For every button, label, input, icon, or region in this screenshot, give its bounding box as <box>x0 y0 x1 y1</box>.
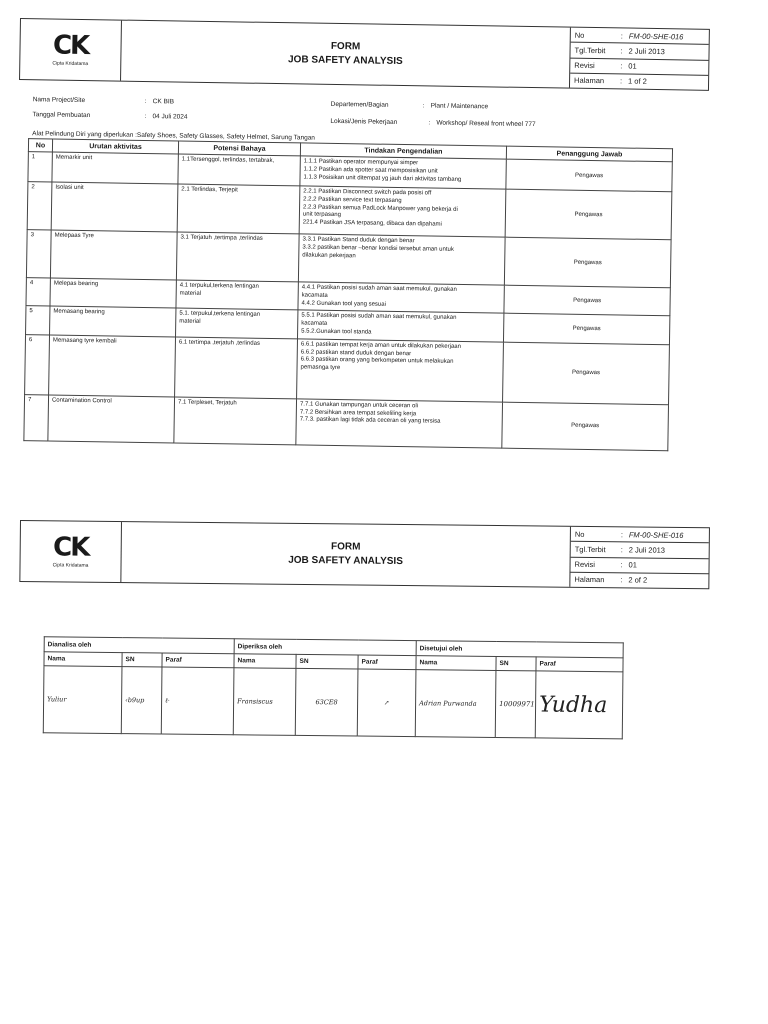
activity-cell: Contamination Control <box>48 395 175 443</box>
meta-label: Halaman <box>574 76 605 86</box>
control-cell-line: 4.4.2 Gunakan tool yang sesuai <box>301 300 387 308</box>
meta-row-page: Halaman : 2 of 2 <box>574 575 648 585</box>
logo-mark: CK <box>52 30 89 62</box>
control-cell <box>299 186 506 237</box>
col-name: Nama <box>234 654 296 669</box>
table-row <box>24 394 669 450</box>
form-title-block <box>121 21 570 88</box>
project-value: CK BIB <box>152 98 175 106</box>
form-header <box>19 520 710 589</box>
row-number: 1 <box>28 152 52 182</box>
hazard-cell <box>176 280 298 310</box>
meta-row-no: No : FM-00-SHE-016 <box>571 28 709 45</box>
control-cell-line: 221.4 Pastikan JSA terpasang, dibaca dan dipahami <box>302 219 442 228</box>
table-row <box>25 334 670 404</box>
column-header-activity: Urutan aktivitas <box>52 139 178 154</box>
document-control-box <box>569 527 709 588</box>
control-cell-line: 7.7.2 Bersihkan area tempat sekeliling kerja <box>299 409 417 417</box>
meta-row-revision: Revisi : 01 <box>570 557 708 574</box>
control-cell-line: 6.6.3 pastikan orang yang berkompeten untuk melakukan <box>300 356 454 366</box>
control-cell-line: 4.4.1 Pastikan posisi sudah aman saat memukul, gunakan <box>301 284 457 293</box>
control-cell-line: 1.1.3 Posisikan unit ditempat yg jauh dari aktivitas tambang <box>303 174 462 183</box>
meta-label: Tgl.Terbit <box>574 45 606 56</box>
jsa-table-body <box>24 152 672 451</box>
project-label: Nama Project/Site <box>32 96 86 105</box>
control-cell-line: 7.7.3. pastikan lagi tidak ada ceceran oli yang tersisa <box>299 416 441 426</box>
meta-value: FM-00-SHE-016 <box>628 31 684 42</box>
hazard-cell <box>177 184 300 234</box>
control-cell-line: 6.6.1 pastikan tempat kerja aman untuk dilakukan pekerjaan <box>300 341 462 350</box>
activity-cell: Melepas bearing <box>50 278 176 308</box>
activity-cell: Memarkir unit <box>52 152 178 184</box>
control-cell <box>297 339 504 402</box>
meta-value: 2 of 2 <box>628 575 648 585</box>
hazard-cell-line: material <box>179 318 201 326</box>
pic-cell: Pengawas <box>505 189 672 240</box>
pic-cell: Pengawas <box>503 314 669 345</box>
control-cell-line: pemasnga tyre <box>300 364 341 372</box>
control-cell-line: 3.3.1 Pastikan Stand duduk dengan benar <box>302 236 415 245</box>
control-cell-line: dilakukan pekerjaan <box>302 252 356 259</box>
location-value-sep: : <box>428 119 431 127</box>
row-number: 2 <box>27 182 52 230</box>
col-paraf: Paraf <box>536 657 623 672</box>
row-number: 4 <box>26 278 50 307</box>
hazard-cell <box>176 308 298 338</box>
control-cell-line: unit terpasang <box>302 211 342 219</box>
control-cell <box>298 234 505 285</box>
hazard-cell-line: 7.1 Terpleset, Terjatuh <box>177 399 237 407</box>
signoff-table <box>43 636 624 739</box>
date-label: Tanggal Pembuatan <box>32 111 91 120</box>
control-cell-line: 1.1.2 Pastikan ada spotter saat memposisikan unit <box>303 166 438 175</box>
logo-company-name: Cipta Kridatama <box>52 562 89 569</box>
form-title: JOB SAFETY ANALYSIS <box>288 554 403 568</box>
hazard-cell-line: material <box>179 290 202 297</box>
column-header-control: Tindakan Pengendalian <box>300 143 506 159</box>
form-title: JOB SAFETY ANALYSIS <box>287 54 403 68</box>
logo-company-name: Cipta Kridatama <box>52 60 89 68</box>
pic-cell: Pengawas <box>504 285 670 316</box>
meta-row-page: Halaman : 1 of 2 <box>574 76 647 87</box>
meta-value: 2 Juli 2013 <box>628 545 666 555</box>
project-info <box>18 80 709 149</box>
group-analysed-by: Dianalisa oleh <box>44 637 234 654</box>
pic-cell: Pengawas <box>504 237 671 288</box>
hazard-cell <box>176 232 299 282</box>
control-cell <box>298 282 504 314</box>
col-name: Nama <box>44 652 122 667</box>
control-cell <box>297 310 503 342</box>
group-checked-by: Diperiksa oleh <box>234 639 416 656</box>
signoff-signature-row <box>43 666 623 739</box>
hazard-cell <box>178 154 300 186</box>
analyst-name: Yuliur <box>43 666 122 734</box>
hazard-cell-line: 5.1. terpukul,terkena lentingan <box>179 310 261 319</box>
hazard-cell <box>174 397 297 445</box>
jsa-page-1 <box>13 18 710 452</box>
company-logo <box>20 521 122 582</box>
control-cell-line: 2.2.2 Pastikan service text terpasang <box>303 196 402 204</box>
control-cell-line: 2.2.3 Pastikan semua PadLock Manpower yang bekerja di <box>303 204 458 213</box>
approver-name: Adrian Purwanda <box>415 670 496 738</box>
location-label: Lokasi/Jenis Pekerjaan <box>330 117 398 126</box>
meta-value: 01 <box>628 560 637 570</box>
project-value-sep: : <box>144 97 147 105</box>
meta-row-no: No : FM-00-SHE-016 <box>571 527 709 544</box>
meta-label: No <box>574 30 585 40</box>
meta-label: Revisi <box>574 559 596 570</box>
meta-row-revision: Revisi : 01 <box>570 58 708 75</box>
analyst-paraf: ℓ· <box>161 667 234 735</box>
col-sn: SN <box>122 653 162 667</box>
col-sn: SN <box>296 654 358 669</box>
jsa-page-2 <box>18 520 710 740</box>
row-number: 3 <box>26 230 51 278</box>
date-value: 04 Juli 2024 <box>152 113 188 121</box>
form-label: FORM <box>330 40 361 53</box>
row-number: 5 <box>26 306 50 335</box>
meta-row-issue-date: Tgl.Terbit : 2 Juli 2013 <box>570 43 708 60</box>
analyst-sn: ‹b9up <box>121 667 162 734</box>
checker-paraf: ↗ <box>357 669 416 737</box>
col-paraf: Paraf <box>358 655 416 670</box>
control-cell <box>300 156 506 189</box>
hazard-cell-line: 4.1 terpukul,terkena lentingan <box>179 282 259 290</box>
meta-value: 1 of 2 <box>628 76 647 87</box>
row-number: 7 <box>24 394 49 440</box>
col-paraf: Paraf <box>162 653 234 668</box>
meta-value: 01 <box>628 61 637 71</box>
hazard-cell-line: 6.1 tertimpa ,terjatuh ,terlindas <box>178 339 261 347</box>
hazard-cell <box>175 337 298 399</box>
column-header-hazard: Potensi Bahaya <box>178 141 300 156</box>
control-cell-line: kacamata <box>301 320 328 328</box>
checker-name: Fransiscus <box>233 668 296 736</box>
meta-label: Revisi <box>574 60 595 71</box>
group-approved-by: Disetujui oleh <box>416 641 623 658</box>
control-cell-line: 5.5.1 Pastikan posisi sudah aman saat memukul, gunakan <box>301 312 457 322</box>
hazard-cell-line: 2.1 Terlindas, Terjepit <box>181 186 238 194</box>
meta-label: Tgl.Terbit <box>574 544 606 555</box>
activity-cell: Melepaas Tyre <box>50 230 177 280</box>
meta-row-issue-date: Tgl.Terbit : 2 Juli 2013 <box>571 542 709 559</box>
department-value-sep: : <box>422 102 425 110</box>
pic-cell: Pengawas <box>503 342 670 405</box>
location-value: Workshop/ Reseal front wheel 777 <box>436 119 536 129</box>
column-header-pic: Penanggung Jawab <box>506 146 672 162</box>
approver-paraf: Yudha <box>535 671 623 739</box>
control-cell-line: kacamata <box>301 292 328 299</box>
company-logo <box>20 19 122 81</box>
column-header-no: No <box>28 139 52 152</box>
row-number: 6 <box>25 334 50 394</box>
activity-cell: Memasang tyre kembali <box>49 335 176 397</box>
hazard-cell-line: 3.1 Terjatuh ,tertimpa ,terlindas <box>180 234 263 242</box>
department-value: Plant / Maintenance <box>430 102 489 111</box>
checker-sn: 63CE8 <box>295 668 358 736</box>
meta-label: Halaman <box>574 575 605 585</box>
pic-cell: Pengawas <box>506 159 672 192</box>
control-cell-line: 7.7.1 Gunakan tampungan untuk ceceran oli <box>299 401 419 410</box>
col-name: Nama <box>416 656 496 671</box>
activity-cell: Isolasi unit <box>51 182 178 232</box>
meta-value: 2 Juli 2013 <box>628 46 665 57</box>
control-cell-line: 5.5.2.Gunakan tool standa <box>301 328 372 336</box>
control-cell <box>296 399 503 448</box>
control-cell-line: 2.2.1 Pastikan Disconnect switch pada posisi off <box>303 188 432 197</box>
pic-cell: Pengawas <box>502 402 669 451</box>
form-label: FORM <box>330 541 361 553</box>
control-cell-line: 6.6.2 pastikan stand duduk dengan benar <box>300 349 412 357</box>
jsa-table <box>23 138 673 451</box>
control-cell-line: 3.3.2 pastikan benar –benar kondisi tersebut aman untuk <box>302 244 454 253</box>
hazard-cell-line: 1.1Tersenggol, terlindas, tertabrak, <box>181 156 275 165</box>
control-cell-line: 1.1.1 Pastikan operator mempunyai simper <box>303 158 419 167</box>
document-control-box <box>569 28 709 90</box>
department-label: Departemen/Bagian <box>330 100 389 109</box>
form-title-block <box>121 522 570 587</box>
ppe-requirement: Alat Pelindung Diri yang diperlukan :Safety Shoes, Safety Glasses, Safety Helmet, Sarung Tangan <box>32 130 316 142</box>
form-header <box>19 18 710 91</box>
date-value-sep: : <box>144 112 147 120</box>
activity-cell: Memasang bearing <box>50 306 176 336</box>
meta-label: No <box>574 529 585 539</box>
col-sn: SN <box>496 656 536 670</box>
logo-mark: CK <box>52 532 89 563</box>
meta-value: FM-00-SHE-016 <box>628 530 684 540</box>
approver-sn: 10009971 <box>495 670 536 737</box>
